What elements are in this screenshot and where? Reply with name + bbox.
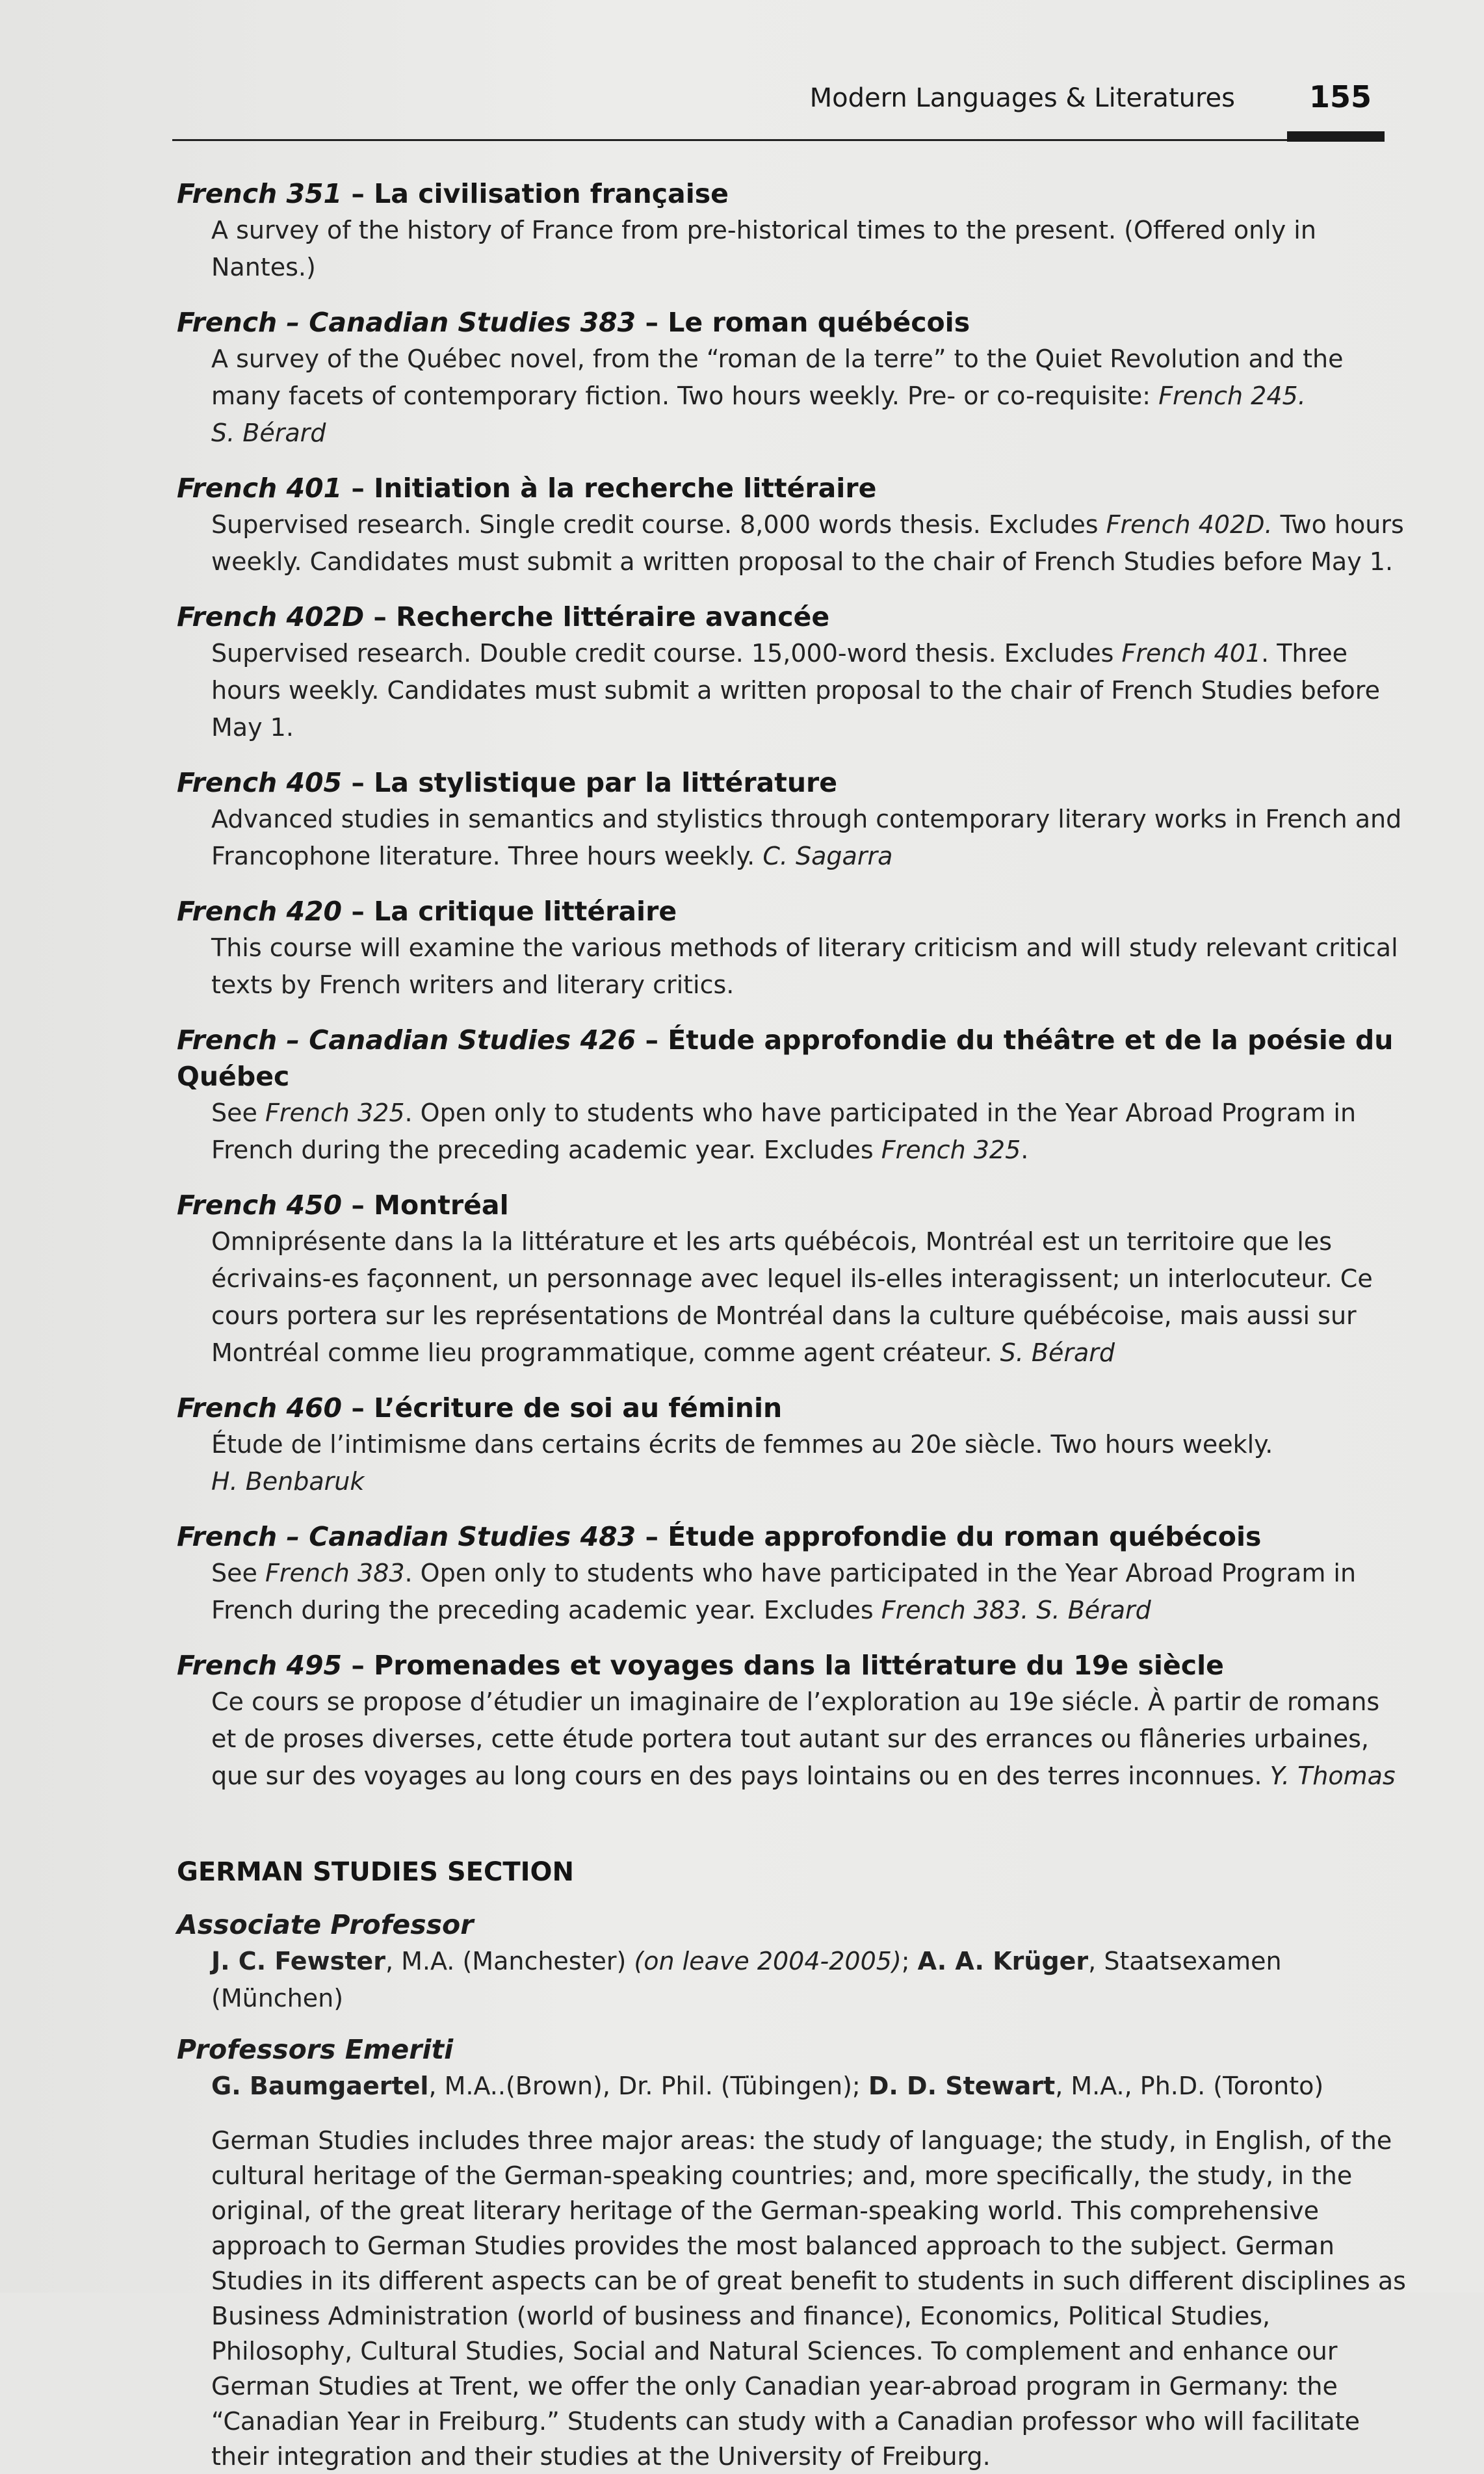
course-description-text-2: . Open only to students who have participated in the Year Abroad Program in French during the preceding academic year. Excludes bbox=[211, 1099, 1357, 1164]
course-instructor: Y. Thomas bbox=[1269, 1762, 1396, 1790]
course-code: French 420 bbox=[177, 896, 343, 927]
course-french-402d bbox=[177, 599, 1412, 746]
running-header-section: Modern Languages & Literatures bbox=[809, 83, 1235, 113]
course-heading: French 402D – Recherche littéraire avancée bbox=[177, 601, 830, 632]
course-heading: French 495 – Promenades et voyages dans la littérature du 19e siècle bbox=[177, 1650, 1224, 1681]
course-french-460 bbox=[177, 1390, 1412, 1500]
header-bar bbox=[1287, 131, 1385, 142]
page-number: 155 bbox=[1308, 79, 1372, 114]
course-code: French 401 bbox=[177, 473, 343, 504]
course-instructor: S. Bérard bbox=[211, 419, 326, 447]
course-description-text: A survey of the Québec novel, from the “roman de la terre” to the Quiet Revolution and the many facets of contemporary fiction. Two hours weekly. Pre- or co-requisite: bbox=[211, 345, 1344, 410]
course-description-text-2: . Open only to students who have participated in the Year Abroad Program in French during the preceding academic year. Excludes bbox=[211, 1559, 1357, 1624]
course-description-text: See bbox=[211, 1559, 265, 1587]
course-title: Étude approfondie du théâtre et de la poésie du Québec bbox=[177, 1024, 1394, 1092]
course-instructor: H. Benbaruk bbox=[211, 1467, 365, 1496]
course-heading: French 460 – L’écriture de soi au féminin bbox=[177, 1392, 783, 1424]
course-description-text: See bbox=[211, 1099, 265, 1127]
course-french-483 bbox=[177, 1518, 1412, 1629]
course-title: Montréal bbox=[374, 1190, 509, 1221]
course-heading: French 401 – Initiation à la recherche littéraire bbox=[177, 473, 877, 504]
course-french-495 bbox=[177, 1647, 1412, 1795]
course-title: La civilisation française bbox=[374, 178, 729, 209]
course-description-text: This course will examine the various methods of literary criticism and will study relevant critical texts by French writers and literary critics. bbox=[211, 933, 1398, 999]
faculty-name-2: A. A. Krüger bbox=[917, 1947, 1089, 1975]
faculty-credentials-2: , M.A., Ph.D. (Toronto) bbox=[1055, 2072, 1324, 2100]
course-french-426 bbox=[177, 1022, 1412, 1169]
course-title: L’écriture de soi au féminin bbox=[374, 1392, 783, 1424]
course-description bbox=[211, 506, 1412, 580]
course-code: French 351 bbox=[177, 178, 343, 209]
course-code: French 405 bbox=[177, 767, 343, 798]
faculty-credentials: , M.A..(Brown), Dr. Phil. (Tübingen); bbox=[428, 2072, 868, 2100]
course-code: French – Canadian Studies 383 bbox=[177, 307, 636, 338]
course-reference-2: French 325 bbox=[881, 1136, 1021, 1164]
course-french-383 bbox=[177, 304, 1412, 452]
course-french-420 bbox=[177, 893, 1412, 1004]
rank-associate-professor: Associate Professor bbox=[177, 1909, 474, 1940]
faculty-list-emeriti bbox=[211, 2068, 1412, 2105]
faculty-credentials: , M.A. (Manchester) bbox=[385, 1947, 634, 1975]
course-code: French 450 bbox=[177, 1190, 343, 1221]
course-description bbox=[211, 1223, 1412, 1372]
course-title: Étude approfondie du roman québécois bbox=[668, 1521, 1262, 1552]
faculty-separator: ; bbox=[901, 1947, 918, 1975]
faculty-name: J. C. Fewster bbox=[211, 1947, 385, 1975]
course-french-450 bbox=[177, 1187, 1412, 1372]
course-description-text-3: . bbox=[1021, 1136, 1029, 1164]
course-reference: French 402D. bbox=[1106, 510, 1273, 539]
course-instructor: C. Sagarra bbox=[762, 842, 893, 870]
course-description bbox=[211, 1684, 1412, 1795]
course-title: Promenades et voyages dans la littérature du 19e siècle bbox=[374, 1650, 1224, 1681]
course-heading: French 405 – La stylistique par la littérature bbox=[177, 767, 838, 798]
rank-professors-emeriti: Professors Emeriti bbox=[177, 2034, 454, 2065]
course-description-text: Étude de l’intimisme dans certains écrits de femmes au 20e siècle. Two hours weekly. bbox=[211, 1430, 1273, 1459]
course-description bbox=[211, 1095, 1412, 1169]
faculty-list-associate bbox=[211, 1943, 1412, 2017]
course-description bbox=[211, 341, 1412, 452]
faculty-name-2: D. D. Stewart bbox=[868, 2072, 1056, 2100]
page-content bbox=[177, 176, 1412, 2474]
faculty-credentials-2: , Staatsexamen (München) bbox=[211, 1947, 1282, 2012]
course-french-405 bbox=[177, 764, 1412, 875]
course-description-text: Advanced studies in semantics and stylistics through contemporary literary works in French and Francophone literature. Three hours weekly. bbox=[211, 805, 1402, 870]
course-french-351 bbox=[177, 176, 1412, 286]
course-description-text: Omniprésente dans la la littérature et les arts québécois, Montréal est un territoire que les écrivains-es façonnent, un personnage avec lequel ils-elles interagissent; un interlocuteur. Ce cours portera sur les représentations de Montréal dans la culture québécoise, mais aussi sur Montréal comme lieu programmatique, comme agent créateur. bbox=[211, 1227, 1373, 1367]
course-title: Recherche littéraire avancée bbox=[396, 601, 830, 632]
course-title: Le roman québécois bbox=[668, 307, 970, 338]
course-instructor: S. Bérard bbox=[1000, 1338, 1115, 1367]
course-heading: French – Canadian Studies 483 – Étude approfondie du roman québécois bbox=[177, 1521, 1262, 1552]
header-rule bbox=[172, 139, 1385, 141]
faculty-name: G. Baumgaertel bbox=[211, 2072, 429, 2100]
course-description bbox=[211, 212, 1412, 286]
course-reference: French 325 bbox=[265, 1099, 405, 1127]
course-description bbox=[211, 1426, 1412, 1500]
course-heading: French 450 – Montréal bbox=[177, 1190, 509, 1221]
course-description-text: Ce cours se propose d’étudier un imaginaire de l’exploration au 19e siécle. À partir de romans et de proses diverses, cette étude portera tout autant sur des errances ou flâneries urbaines, que sur des voyages au long cours en des pays lointains ou en des terres inconnues. bbox=[211, 1687, 1380, 1790]
running-header bbox=[172, 77, 1385, 148]
course-description bbox=[211, 635, 1412, 746]
course-description-text: Supervised research. Single credit course. 8,000 words thesis. Excludes bbox=[211, 510, 1106, 539]
course-description bbox=[211, 801, 1412, 875]
course-reference: French 245. bbox=[1158, 382, 1306, 410]
course-description-text: Supervised research. Double credit course. 15,000-word thesis. Excludes bbox=[211, 639, 1122, 668]
course-code: French 460 bbox=[177, 1392, 343, 1424]
course-heading: French 351 – La civilisation française bbox=[177, 178, 729, 209]
course-code: French 402D bbox=[177, 601, 365, 632]
course-french-401 bbox=[177, 470, 1412, 580]
course-code: French – Canadian Studies 426 bbox=[177, 1024, 636, 1056]
faculty-leave-note: (on leave 2004-2005) bbox=[634, 1947, 902, 1975]
course-reference: French 401 bbox=[1121, 639, 1262, 668]
course-title: Initiation à la recherche littéraire bbox=[374, 473, 877, 504]
course-description bbox=[211, 930, 1412, 1004]
course-heading: French – Canadian Studies 383 – Le roman québécois bbox=[177, 307, 970, 338]
course-title: La critique littéraire bbox=[374, 896, 677, 927]
course-title: La stylistique par la littérature bbox=[374, 767, 838, 798]
course-heading: French – Canadian Studies 426 – Étude approfondie du théâtre et de la poésie du Québec bbox=[177, 1024, 1394, 1092]
course-description-text-2: Two hours weekly. Candidates must submit a written proposal to the chair of French Studies before May 1. bbox=[211, 510, 1404, 576]
course-heading: French 420 – La critique littéraire bbox=[177, 896, 677, 927]
course-code: French – Canadian Studies 483 bbox=[177, 1521, 636, 1552]
section-heading-german-studies: GERMAN STUDIES SECTION bbox=[177, 1857, 574, 1887]
course-reference: French 383 bbox=[265, 1559, 405, 1587]
course-code: French 495 bbox=[177, 1650, 343, 1681]
course-reference-2: French 383. S. Bérard bbox=[881, 1596, 1151, 1624]
german-studies-description: German Studies includes three major areas: the study of language; the study, in English, of the cultural heritage of the German-speaking countries; and, more specifically, the study, in the original, of the great literary heritage of the German-speaking world. This comprehensive approach to German Studies provides the most balanced approach to the subject. German Studies in its different aspects can be of great benefit to students in such different disciplines as Business Administration (world of business and finance), Economics, Political Studies, Philosophy, Cultural Studies, Social and Natural Sciences. To complement and enhance our German Studies at Trent, we offer the only Canadian year-abroad program in Germany: the “Canadian Year in Freiburg.” Students can study with a Canadian professor who will facilitate their integration and their studies at the University of Freiburg. bbox=[211, 2126, 1406, 2471]
course-description-text: A survey of the history of France from pre-historical times to the present. (Offered only in Nantes.) bbox=[211, 216, 1316, 281]
course-description bbox=[211, 1555, 1412, 1629]
course-description-text-2: . Three hours weekly. Candidates must submit a written proposal to the chair of French Studies before May 1. bbox=[211, 639, 1380, 742]
